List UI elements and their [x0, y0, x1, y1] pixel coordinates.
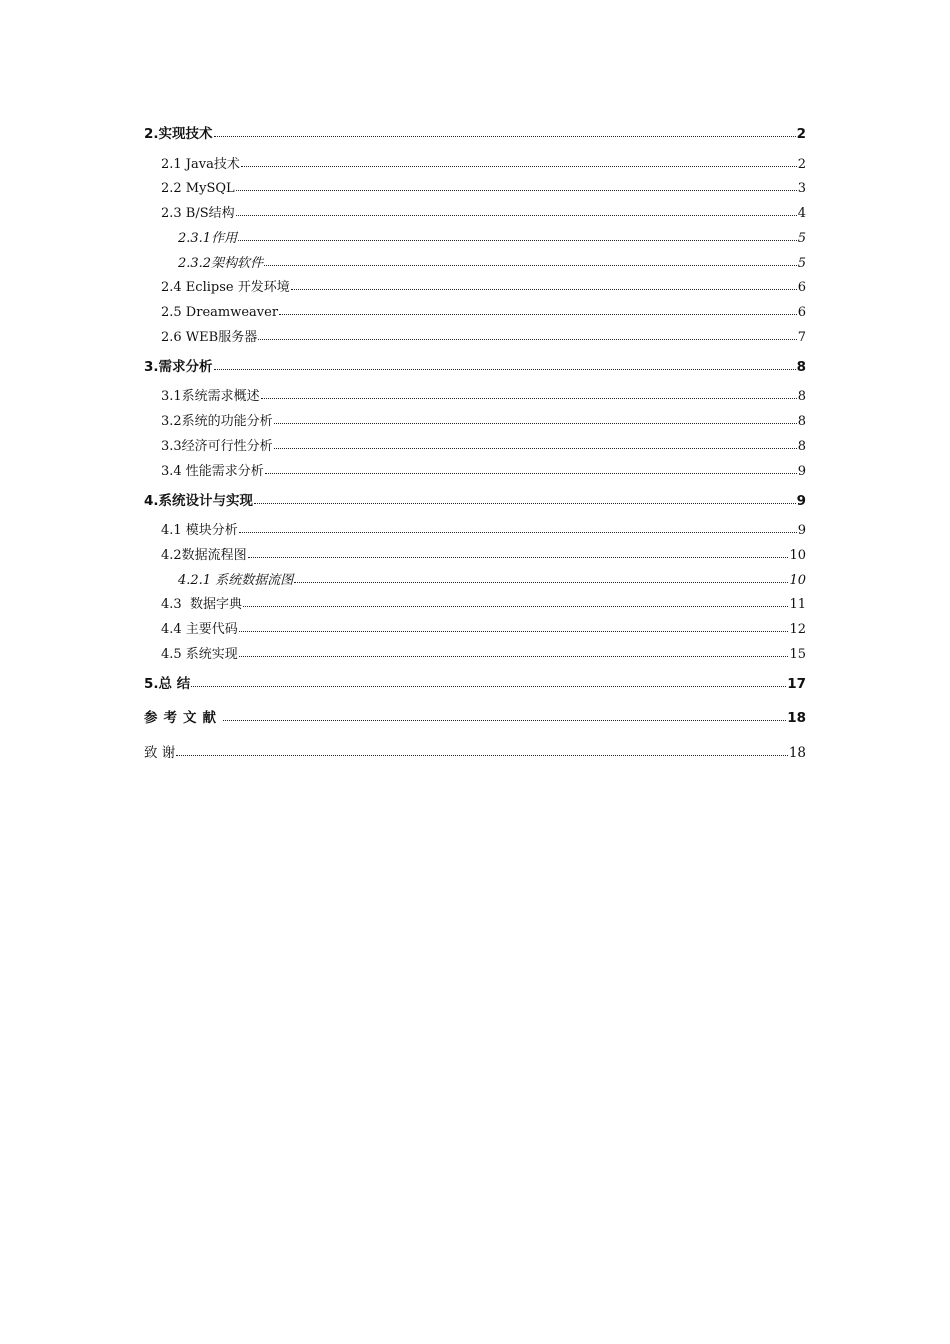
toc-entry-page: 6 [797, 280, 806, 296]
toc-entry-page: 8 [796, 358, 806, 375]
toc-entry-label: 2.6 WEB服务器 [161, 330, 258, 346]
toc-entry-label: 参考文献 [144, 710, 222, 727]
toc-entry-label: 4.2.1 系统数据流图 [178, 572, 294, 588]
dot-leader [214, 136, 796, 137]
toc-entry-3-3[interactable] [144, 440, 806, 465]
toc-entry-label: 3.4 性能需求分析 [161, 463, 264, 479]
toc-entry-page: 18 [788, 744, 806, 761]
dot-leader [254, 503, 796, 504]
dot-leader [214, 369, 796, 370]
toc-entry-2-6[interactable] [144, 331, 806, 356]
dot-leader [243, 606, 789, 607]
toc-entry-chapter-3[interactable] [144, 356, 806, 391]
toc-entry-page: 2 [797, 156, 806, 172]
toc-entry-label: 4.5 系统实现 [161, 647, 238, 663]
table-of-contents [144, 123, 806, 776]
toc-entry-page: 4 [797, 206, 806, 222]
toc-entry-2-4[interactable] [144, 281, 806, 306]
dot-leader [279, 314, 797, 315]
toc-entry-label: 3.3经济可行性分析 [161, 438, 273, 454]
dot-leader [241, 166, 797, 167]
dot-leader [236, 215, 797, 216]
toc-entry-page: 12 [789, 622, 806, 638]
toc-entry-label: 致 谢 [144, 744, 176, 761]
dot-leader [258, 339, 797, 340]
toc-entry-4-5[interactable] [144, 648, 806, 673]
toc-entry-page: 2 [796, 126, 806, 142]
toc-entry-page: 7 [797, 330, 806, 346]
toc-entry-label: 4.1 模块分析 [161, 523, 238, 539]
toc-entry-chapter-5[interactable] [144, 673, 806, 708]
toc-entry-page: 6 [797, 305, 806, 321]
toc-entry-label: 3.1系统需求概述 [161, 389, 260, 405]
dot-leader [239, 656, 789, 657]
toc-entry-page: 3 [797, 181, 806, 197]
toc-entry-label: 3.需求分析 [144, 358, 213, 375]
toc-entry-label: 2.4 Eclipse 开发环境 [161, 280, 290, 296]
toc-entry-label: 4.2数据流程图 [161, 547, 247, 563]
dot-leader [274, 448, 797, 449]
toc-entry-4-2-1[interactable] [144, 574, 806, 599]
toc-entry-page: 9 [796, 492, 806, 509]
toc-entry-label: 4.4 主要代码 [161, 622, 238, 638]
dot-leader [238, 240, 797, 241]
dot-leader [291, 289, 797, 290]
dot-leader [176, 755, 788, 756]
toc-entry-label: 2.3.1作用 [178, 230, 238, 246]
toc-entry-label: 4.3 数据字典 [161, 597, 242, 613]
toc-entry-page: 5 [797, 255, 806, 271]
toc-entry-2-2[interactable] [144, 182, 806, 207]
toc-entry-chapter-2[interactable] [144, 123, 806, 158]
toc-entry-label: 2.3.2架构软件 [178, 255, 264, 271]
toc-entry-acknowledgements[interactable] [144, 742, 806, 777]
toc-entry-3-4[interactable] [144, 465, 806, 490]
toc-entry-2-3-1[interactable] [144, 232, 806, 257]
toc-entry-page: 17 [787, 675, 806, 692]
toc-entry-page: 8 [797, 438, 806, 454]
dot-leader [264, 265, 797, 266]
toc-entry-4-1[interactable] [144, 524, 806, 549]
toc-entry-page: 9 [797, 523, 806, 539]
toc-entry-page: 9 [797, 463, 806, 479]
dot-leader [265, 473, 797, 474]
toc-entry-page: 10 [789, 572, 806, 588]
toc-entry-page: 15 [789, 647, 806, 663]
toc-entry-4-4[interactable] [144, 623, 806, 648]
toc-entry-label: 2.5 Dreamweaver [161, 305, 279, 321]
toc-entry-page: 11 [789, 597, 806, 613]
dot-leader [239, 631, 789, 632]
dot-leader [274, 423, 797, 424]
toc-entry-4-3[interactable] [144, 598, 806, 623]
toc-entry-label: 4.系统设计与实现 [144, 492, 254, 509]
toc-entry-page: 18 [787, 710, 806, 727]
toc-entry-label: 3.2系统的功能分析 [161, 414, 273, 430]
toc-entry-page: 10 [789, 547, 806, 563]
toc-entry-label: 2.3 B/S结构 [161, 206, 235, 222]
toc-entry-label: 5.总 结 [144, 675, 191, 692]
toc-entry-page: 5 [797, 230, 806, 246]
toc-entry-2-5[interactable] [144, 306, 806, 331]
toc-entry-3-1[interactable] [144, 390, 806, 415]
toc-entry-references[interactable] [144, 707, 806, 742]
toc-entry-page: 8 [797, 389, 806, 405]
dot-leader [239, 532, 797, 533]
toc-entry-page: 8 [797, 414, 806, 430]
toc-entry-3-2[interactable] [144, 415, 806, 440]
toc-entry-label: 2.1 Java技术 [161, 156, 240, 172]
toc-entry-2-3-2[interactable] [144, 257, 806, 282]
toc-entry-label: 2.2 MySQL [161, 181, 235, 197]
dot-leader [223, 720, 786, 721]
dot-leader [236, 190, 797, 191]
toc-entry-label: 2.实现技术 [144, 126, 213, 142]
dot-leader [191, 686, 786, 687]
toc-entry-2-1[interactable] [144, 158, 806, 183]
toc-entry-chapter-4[interactable] [144, 490, 806, 525]
dot-leader [294, 582, 788, 583]
toc-entry-4-2[interactable] [144, 549, 806, 574]
toc-entry-2-3[interactable] [144, 207, 806, 232]
dot-leader [261, 398, 797, 399]
dot-leader [248, 557, 789, 558]
